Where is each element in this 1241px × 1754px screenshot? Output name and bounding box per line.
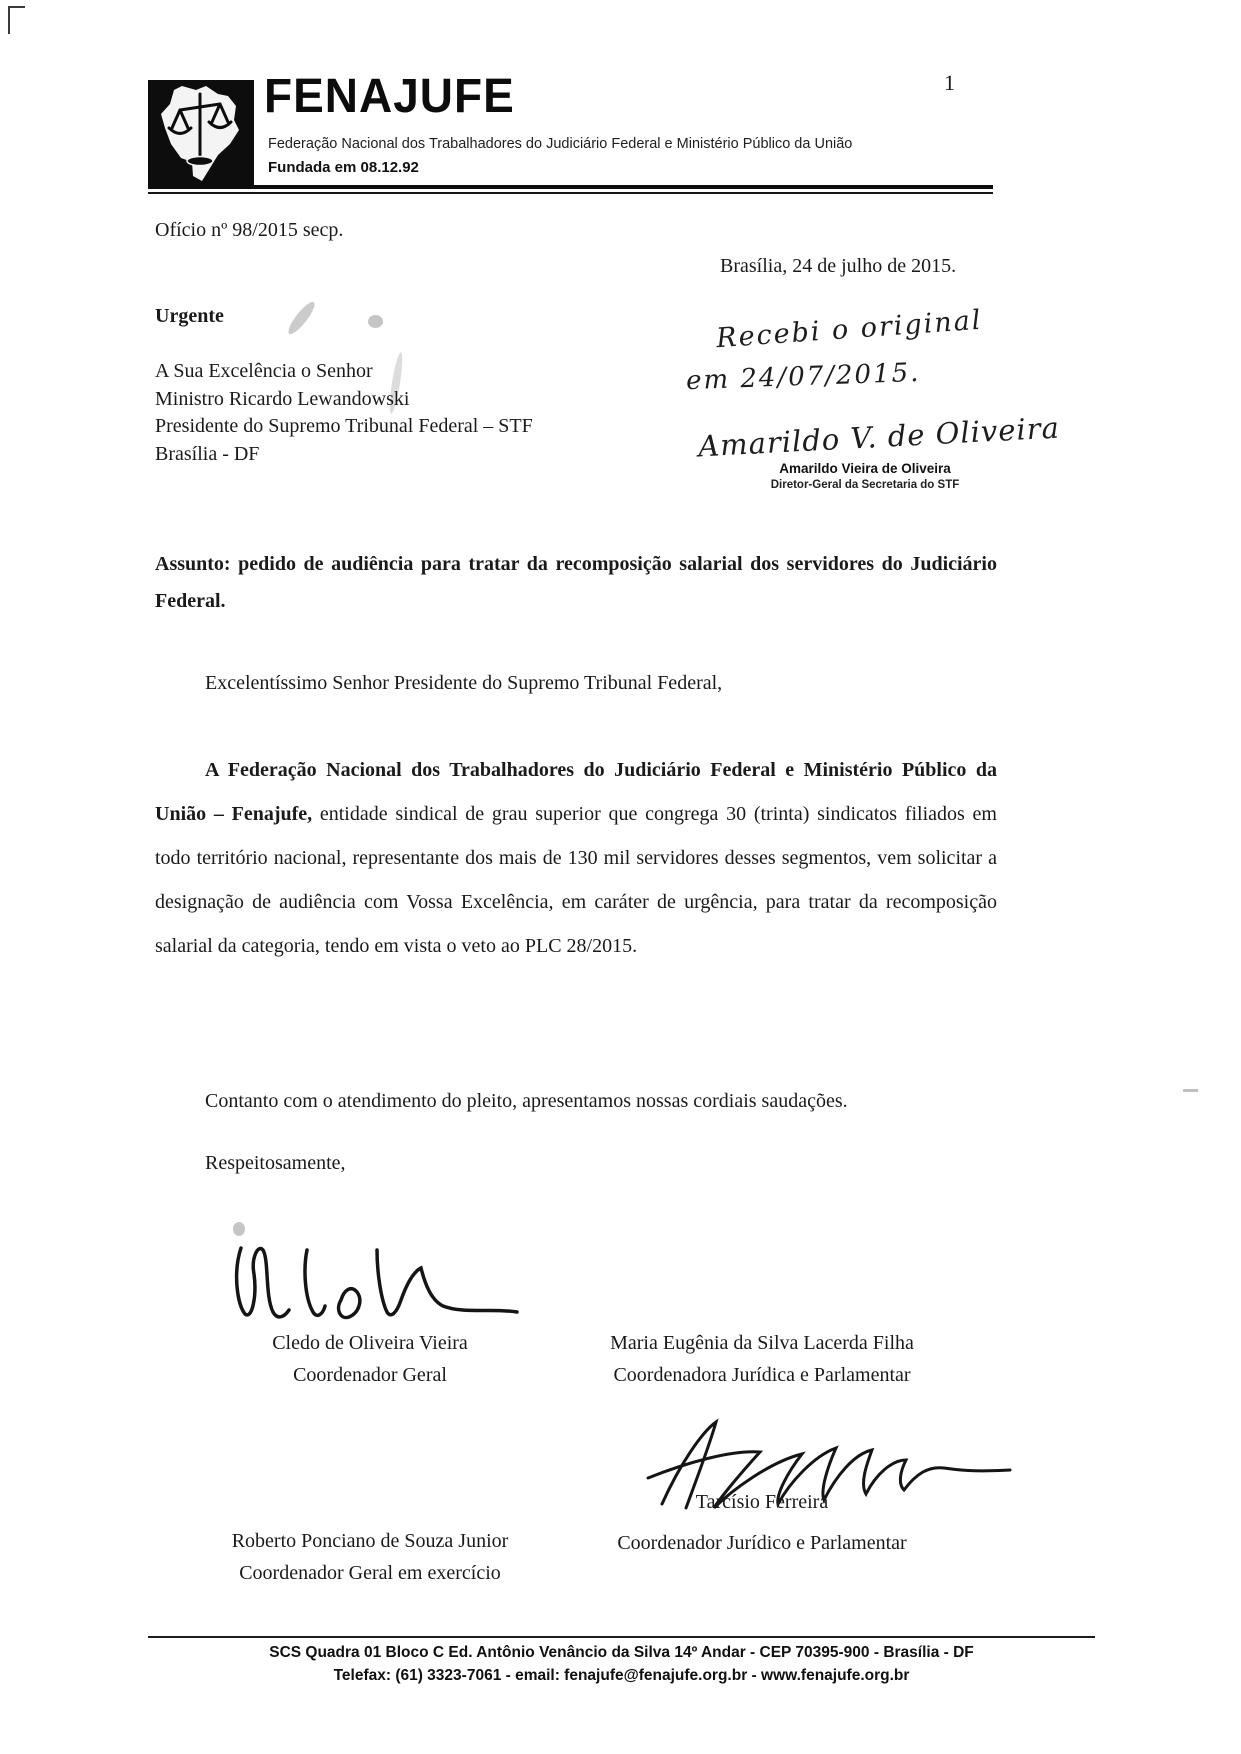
recipient-line: Presidente do Supremo Tribunal Federal – STF: [155, 415, 533, 437]
valediction: Respeitosamente,: [205, 1152, 346, 1174]
signatory-name: Tarcísio Ferreira: [695, 1491, 829, 1513]
footer-rule: [148, 1636, 1095, 1638]
recipient-line: Brasília - DF: [155, 442, 260, 465]
recipient-line: Ministro Ricardo Lewandowski: [155, 387, 410, 410]
receipt-printed-name: Amarildo Vieira de Oliveira: [779, 461, 951, 476]
amarildo-handwritten-signature: Amarildo V. de Oliveira: [697, 410, 1061, 464]
handwritten-receipt-line-1: Recebi o original: [715, 304, 984, 355]
subject-line: Assunto: pedido de audiência para tratar da recomposição salarial dos servidores do Judiciário Federal.: [155, 553, 997, 612]
body-paragraph-rest: entidade sindical de grau superior que congrega 30 (trinta) sindicatos filiados em todo território nacional, representante dos mais de 130 mil servidores desses segmentos, vem solicitar a designação de audiência com Vossa Excelência, em caráter de urgência, para tratar da recomposição salarial da categoria, tendo em vista o veto ao PLC 28/2015.: [155, 803, 997, 957]
footer-contact: Telefax: (61) 3323-7061 - email: fenajufe@fenajufe.org.br - www.fenajufe.org.br: [333, 1667, 910, 1684]
body-paragraph: [155, 748, 997, 968]
signatory-title: Coordenador Geral: [293, 1364, 447, 1386]
signatory-name: Roberto Ponciano de Souza Junior: [231, 1530, 509, 1552]
body-paragraph-bold-lead: A Federação Nacional dos Trabalhadores do Judiciário Federal e Ministério Público da União – Fenajufe,: [155, 759, 997, 825]
urgency-label: Urgente: [155, 305, 224, 327]
org-name: FENAJUFE: [264, 67, 515, 123]
page-number: 1: [944, 70, 955, 95]
oficio-reference: Ofício nº 98/2015 secp.: [155, 219, 344, 241]
footer-address: SCS Quadra 01 Bloco C Ed. Antônio Venâncio da Silva 14º Andar - CEP 70395-900 - Brasília - DF: [269, 1644, 974, 1661]
signatory-name: Maria Eugênia da Silva Lacerda Filha: [610, 1332, 914, 1354]
signatory-block-roberto: [195, 1525, 545, 1589]
ink-smudge: [233, 1222, 245, 1236]
city-date: Brasília, 24 de julho de 2015.: [720, 255, 957, 277]
ink-smudge: [285, 299, 318, 337]
org-founded: Fundada em 08.12.92: [268, 159, 419, 176]
signatory-block-maria: [568, 1327, 956, 1391]
letterhead-rule-thick: [148, 185, 993, 189]
signatory-block-cledo: [230, 1327, 510, 1391]
brazil-map-scales-icon: [148, 80, 254, 188]
ink-smudge: [368, 315, 383, 328]
signatory-title: Coordenador Jurídico e Parlamentar: [617, 1532, 907, 1554]
signatory-title: Coordenadora Jurídica e Parlamentar: [613, 1364, 911, 1386]
letterhead-rule-thin: [148, 192, 993, 194]
closing-paragraph: Contanto com o atendimento do pleito, apresentamos nossas cordiais saudações.: [205, 1090, 848, 1112]
ink-smudge: [1183, 1089, 1198, 1092]
handwritten-receipt-line-2: em 24/07/2015.: [685, 357, 921, 397]
signatory-block-tarcisio: [568, 1482, 956, 1564]
cledo-handwritten-signature: [225, 1238, 525, 1338]
salutation: Excelentíssimo Senhor Presidente do Supremo Tribunal Federal,: [205, 672, 723, 694]
org-full-name: Federação Nacional dos Trabalhadores do Judiciário Federal e Ministério Público da União: [268, 136, 853, 152]
scan-corner-mark: [8, 6, 25, 34]
signatory-name: Cledo de Oliveira Vieira: [272, 1332, 468, 1354]
receipt-printed-title: Diretor-Geral da Secretaria do STF: [770, 479, 960, 491]
signatory-title: Coordenador Geral em exercício: [239, 1562, 501, 1584]
fenajufe-logo: [148, 80, 254, 188]
recipient-line: A Sua Excelência o Senhor: [155, 360, 373, 382]
recipient-block: [155, 358, 533, 468]
